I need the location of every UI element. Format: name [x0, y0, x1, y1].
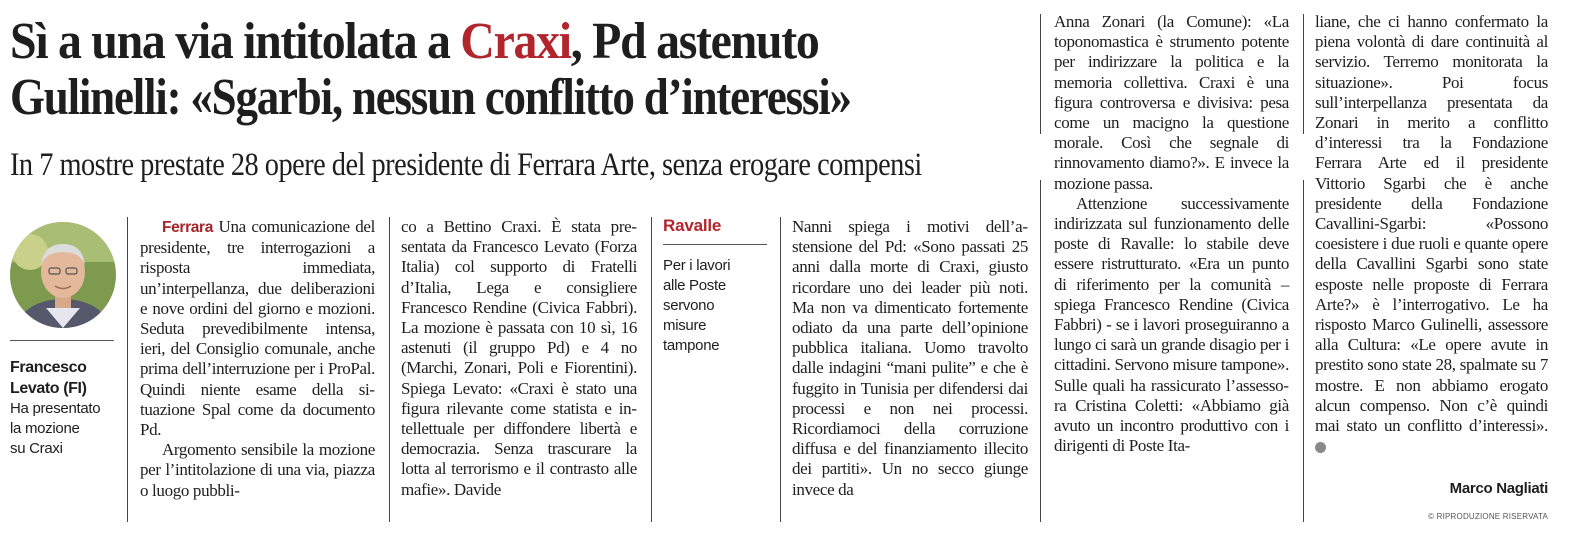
sidebar-box-line: servono — [663, 297, 715, 314]
paragraph — [140, 217, 375, 440]
column-rule — [651, 217, 652, 522]
headline-text-end: , Pd astenuto — [570, 13, 819, 70]
paragraph — [1315, 12, 1548, 456]
column-rule — [1303, 14, 1304, 134]
sidebar-box-line: misure — [663, 317, 707, 334]
paragraph-text: liane, che ci hanno confermato la piena volontà di dare continuità al servizio. Terremo monitorata la situazione». Poi focus sull’interpellanza presentata da Zonari in merito a conflitto d’interessi tra la Fondazione Ferrara Arte ed il presidente Vittorio Sgarbi che è anche presidente della Fondazione Cavallini-Sgarbi: «Possono coesistere i due ruoli e quante opere della Cavallini Sgarbi sono state esposte nelle proposte di Ferrara Arte?» è l’interrogativo. Le ha risposto Marco Gulinelli, assessore alla Cultura: «Le opere avute in prestito sono state 28, spalmate su 7 mostre. E non abbiamo erogato alcun compenso. Non c’è quindi mai stato un conflitto d’interessi». — [1315, 12, 1548, 436]
column-rule — [1303, 180, 1304, 522]
sidebar-box-line: tampone — [663, 337, 720, 354]
headline-text: Sì a una via intitolata a — [10, 13, 461, 70]
end-mark-dot — [1315, 442, 1326, 453]
article-column-5 — [1315, 12, 1548, 456]
sidebar-box-rule — [663, 244, 767, 245]
caption-line: Ha presentato — [10, 400, 101, 417]
headline-line-2: Gulinelli: «Sgarbi, nessun conflitto d’interessi» — [10, 69, 851, 126]
sidebar-box-line: alle Poste — [663, 277, 726, 294]
paragraph: Nanni spiega i motivi dell’astensione del Pd: «Sono passati 25 anni dalla morte di Craxi, giusto ricordare uno dei leader più noti. Ma non va dimenticato fortemente odiato da una parte dell’opinione pubblica italiana. Uomo travolto dalle indagini “mani pulite” e che è fuggito in Tunisia per difendersi dai processi e non nei processi. Ricordiamoci della corruzione diffusa e del finanziamento illecito dei partiti». Un no secco giunge invece da — [792, 217, 1028, 499]
caption-line: su Craxi — [10, 440, 63, 457]
headline-accent-word: Craxi — [460, 13, 571, 70]
sidebar-box-line: Per i lavori — [663, 257, 731, 274]
column-rule — [780, 217, 781, 522]
article-column-3 — [792, 217, 1028, 500]
column-rule — [1040, 14, 1041, 134]
caption-line: la mozione — [10, 420, 80, 437]
sidebar-box-title: Ravalle — [663, 216, 722, 235]
paragraph: Argomento sensibile la mozione per l’intitolazione di una via, piazza o luogo pubbli- — [140, 440, 375, 500]
paragraph: co a Bettino Craxi. È stata presentata da Francesco Levato (Forza Italia) col supporto di Fratelli d’Italia, Lega e consigliere Francesco Rendine (Civica Fabbri). La mozione è passata con 10 sì, 16 astenuti (il gruppo Pd) e 4 no (Marchi, Zonari, Poli e Fiorentini). Spiega Levato: «Craxi è stato una figura rilevante come statista e intellettuale per diffondere libertà e democrazia. Senza trascurare la lotta al terrorismo e il contrasto alle mafie». Davide — [401, 217, 637, 499]
article-column-2 — [401, 217, 637, 500]
paragraph: Anna Zonari (la Comune): «La toponomastica è strumento potente per indirizzare la politica e la memoria collettiva. Craxi è una figura controversa e divisiva: pesa come un macigno la questione morale. Così che segnale di rinnovamento diamo?». E invece la mozione passa. — [1054, 12, 1289, 193]
column-rule — [1040, 180, 1041, 522]
subheadline: In 7 mostre prestate 28 opere del presidente di Ferrara Arte, senza erogare compensi — [10, 147, 922, 183]
byline: Marco Nagliati — [1449, 480, 1548, 497]
caption-rule — [10, 340, 114, 341]
photo-caption-text — [10, 399, 120, 459]
paragraph: Attenzione successivamente indirizzata sul funzionamento delle poste di Ravalle: lo stabile deve essere ristrutturato. «Era un punto di riferimento per la comunità – spiega Francesco Rendine (Civica Fabbri) - se i lavori proseguiranno a lungo ci sarà un grande disagio per i cittadini. Servono misure tampone». Sulle quali ha rassicurato l’assessora Cristina Coletti: «Abbiamo già avuto un incontro produttivo con i dirigenti di Poste Ita- — [1054, 193, 1289, 456]
column-rule — [389, 217, 390, 522]
caption-name-line: Francesco — [10, 359, 87, 376]
article-column-4 — [1054, 12, 1289, 456]
copyright-notice: © RIPRODUZIONE RISERVATA — [1428, 512, 1548, 521]
paragraph-text: Una comunicazione del presidente, tre interrogazioni a risposta immediata, un’interpellanza, due deliberazioni e nove ordini del giorno e mozioni. Seduta prevedibilmente intensa, ieri, del Consiglio comunale, anche prima dell’interruzione per i ProPal. Quindi niente esame della situazione Spal come da documento Pd. — [140, 217, 375, 440]
article-column-1 — [140, 217, 375, 501]
dateline: Ferrara — [162, 219, 213, 236]
caption-name-line: Levato (FI) — [10, 380, 87, 397]
headline-line-1 — [10, 12, 819, 72]
portrait-photo — [10, 222, 116, 328]
column-rule — [127, 217, 128, 522]
photo-caption-name — [10, 357, 120, 399]
sidebar-box-text — [663, 256, 767, 356]
